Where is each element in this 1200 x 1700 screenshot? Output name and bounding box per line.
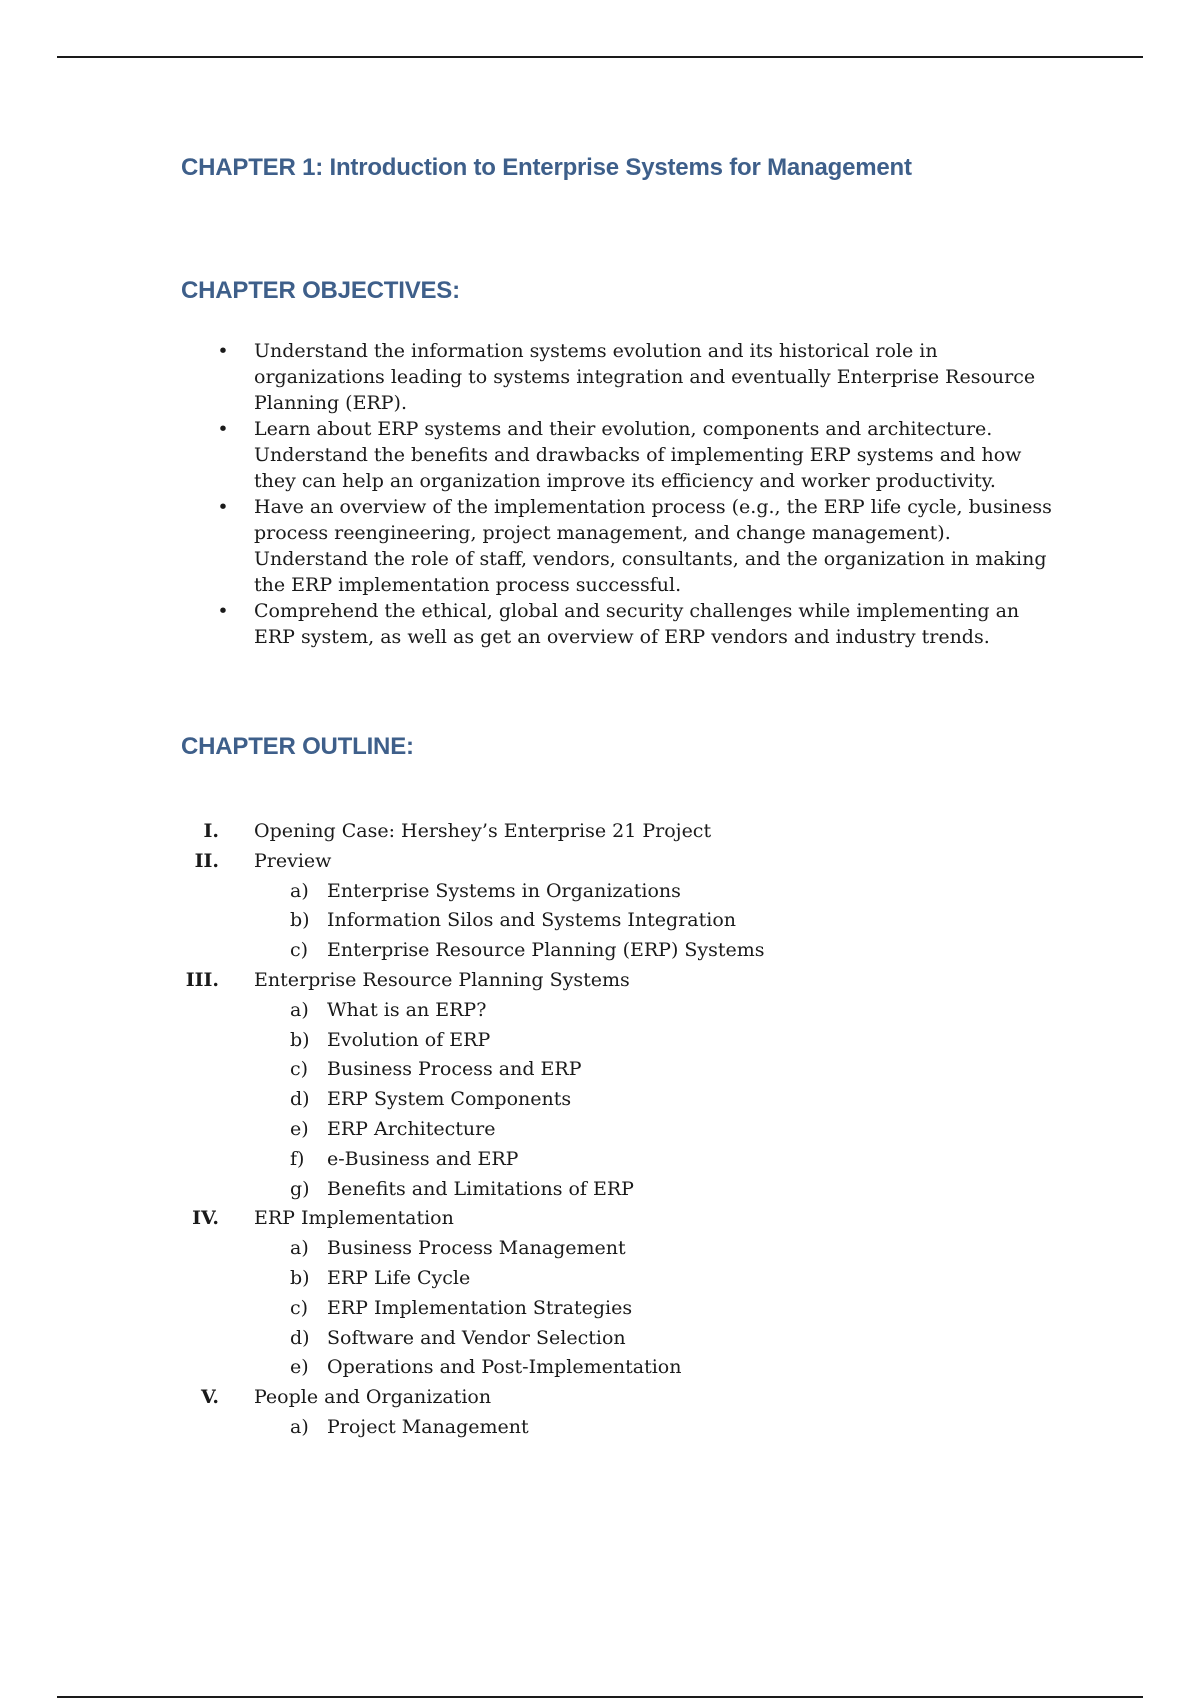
objective-item xyxy=(181,598,1061,650)
subitem-letter: a) xyxy=(290,1415,309,1438)
subitem-text: ERP Life Cycle xyxy=(327,1266,471,1289)
subitem-text: Enterprise Systems in Organizations xyxy=(327,879,681,902)
outline-subitem xyxy=(181,1294,1081,1324)
bullet-icon: • xyxy=(217,418,229,440)
subitem-letter: c) xyxy=(290,1058,309,1081)
subitem-letter: b) xyxy=(290,1266,310,1289)
outline-section xyxy=(181,817,1081,847)
subitem-text: e-Business and ERP xyxy=(327,1147,519,1170)
subitem-letter: c) xyxy=(290,1296,309,1319)
subitem-letter: a) xyxy=(290,998,309,1021)
outline-subitem xyxy=(181,1324,1081,1354)
subitem-letter: e) xyxy=(290,1356,309,1379)
outline-subitem xyxy=(181,1026,1081,1056)
section-numeral: IV. xyxy=(192,1207,219,1230)
outline-section xyxy=(181,1204,1081,1234)
subitem-text: Benefits and Limitations of ERP xyxy=(327,1177,634,1200)
subitem-text: Information Silos and Systems Integration xyxy=(327,909,737,932)
section-title: ERP Implementation xyxy=(254,1207,454,1230)
outline-subitem xyxy=(181,1264,1081,1294)
objectives-heading: CHAPTER OBJECTIVES: xyxy=(181,277,460,304)
outline-subitem xyxy=(181,1175,1081,1205)
subitem-text: Business Process and ERP xyxy=(327,1058,582,1081)
subitem-letter: d) xyxy=(290,1326,310,1349)
outline-subitem xyxy=(181,1085,1081,1115)
outline-heading: CHAPTER OUTLINE: xyxy=(181,733,414,760)
chapter-title: CHAPTER 1: Introduction to Enterprise Systems for Management xyxy=(181,154,912,181)
objectives-list xyxy=(181,338,1061,650)
objective-text: Learn about ERP systems and their evolution, components and architecture. Understand the benefits and drawbacks of implementing ERP systems and how they can help an organization improve its efficiency and worker productivity. xyxy=(254,418,1022,492)
objective-text: Comprehend the ethical, global and security challenges while implementing an ERP system, as well as get an overview of ERP vendors and industry trends. xyxy=(254,600,1020,648)
subitem-text: Software and Vendor Selection xyxy=(327,1326,626,1349)
outline-subitem xyxy=(181,877,1081,907)
objective-item xyxy=(181,416,1061,494)
subitem-letter: f) xyxy=(290,1147,305,1170)
subitem-letter: c) xyxy=(290,939,309,962)
section-numeral: V. xyxy=(200,1386,219,1409)
objective-item xyxy=(181,338,1061,416)
outline-subitem xyxy=(181,936,1081,966)
bullet-icon: • xyxy=(217,600,229,622)
objective-item xyxy=(181,494,1061,598)
bullet-icon: • xyxy=(217,340,229,362)
subitem-text: ERP System Components xyxy=(327,1088,572,1111)
outline-subitem xyxy=(181,1353,1081,1383)
section-title: Preview xyxy=(254,849,332,872)
outline-list xyxy=(181,817,1081,1443)
outline-subitem xyxy=(181,1234,1081,1264)
section-numeral: III. xyxy=(185,968,219,991)
subitem-letter: b) xyxy=(290,1028,310,1051)
bottom-rule xyxy=(57,1696,1143,1698)
section-title: Opening Case: Hershey’s Enterprise 21 Project xyxy=(254,820,712,842)
bullet-icon: • xyxy=(217,496,229,518)
subitem-text: Operations and Post-Implementation xyxy=(327,1356,682,1379)
outline-subitem xyxy=(181,1145,1081,1175)
subitem-letter: a) xyxy=(290,879,309,902)
outline-section xyxy=(181,1383,1081,1413)
subitem-text: Business Process Management xyxy=(327,1237,626,1260)
outline-subitem xyxy=(181,996,1081,1026)
outline-subitem xyxy=(181,906,1081,936)
subitem-text: Evolution of ERP xyxy=(327,1028,491,1051)
section-numeral: II. xyxy=(194,849,219,872)
subitem-letter: d) xyxy=(290,1088,310,1111)
objective-text: Have an overview of the implementation process (e.g., the ERP life cycle, business process reengineering, project management, and change management). Understand the role of staff, vendors, consultants, and the organization in making the ERP implementation process successful. xyxy=(254,496,1052,596)
subitem-text: Enterprise Resource Planning (ERP) Systems xyxy=(327,939,765,962)
outline-section xyxy=(181,966,1081,996)
subitem-text: Project Management xyxy=(327,1415,529,1438)
section-title: People and Organization xyxy=(254,1386,492,1409)
subitem-letter: b) xyxy=(290,909,310,932)
top-rule xyxy=(57,56,1143,58)
outline-subitem xyxy=(181,1413,1081,1443)
section-title: Enterprise Resource Planning Systems xyxy=(254,968,630,991)
subitem-text: What is an ERP? xyxy=(327,998,487,1021)
subitem-letter: e) xyxy=(290,1117,309,1140)
outline-subitem xyxy=(181,1055,1081,1085)
outline-subitem xyxy=(181,1115,1081,1145)
outline-section xyxy=(181,847,1081,877)
subitem-letter: g) xyxy=(290,1177,310,1200)
subitem-letter: a) xyxy=(290,1237,309,1260)
section-numeral: I. xyxy=(203,820,219,842)
objective-text: Understand the information systems evolution and its historical role in organizations leading to systems integration and eventually Enterprise Resource Planning (ERP). xyxy=(254,340,1036,414)
subitem-text: ERP Implementation Strategies xyxy=(327,1296,633,1319)
subitem-text: ERP Architecture xyxy=(327,1117,496,1140)
